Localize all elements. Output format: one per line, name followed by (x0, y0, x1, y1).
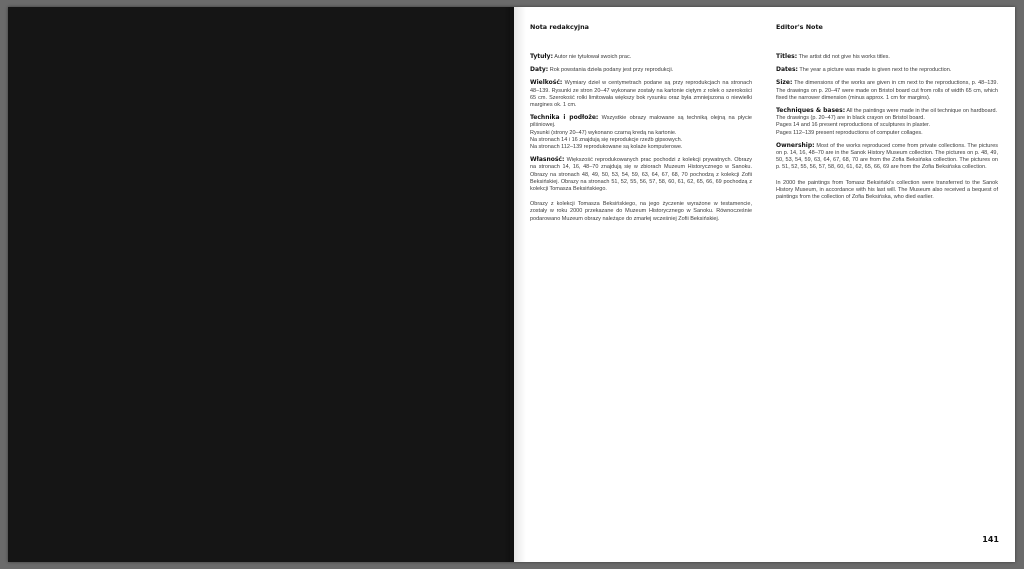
section-text: Autor nie tytułował swoich prac. (554, 54, 632, 60)
section-text: Rok powstania dzieła podany jest przy reprodukcji. (549, 67, 674, 74)
polish-section-size (530, 79, 752, 109)
polish-extra-paragraph: Obrazy z kolekcji Tomasza Beksińskiego, na jego życzenie wyrażone w testamencie, zostały w roku 2000 przekazane do Muzeum Historycznego w Sanoku. Równocześnie podarowano Muzeum obrazy należące do zmarłej wcześniej Zofii Beksińskiej. (530, 201, 752, 222)
left-page-black (8, 7, 514, 562)
section-text: Wszystkie obrazy malowane są techniką olejną na płycie pilśniowej. Rysunki (strony 20–47) wykonano czarną kredą na kartonie. Na stronach 14 i 16 znajdują się reprodukcje rzeźb gipsowych. Na stronach 112–139 reprodukowane są kolaże komputerowe. (530, 115, 752, 151)
section-label: Daty: (530, 66, 549, 74)
section-text: All the paintings were made in the oil technique on hardboard. The drawings (p. 20–47) are in black crayon on Bristol board. Pages 14 and 16 present reproductions of sculptures in plaster. Pages 112–139 present reproductions of computer collages. (776, 108, 998, 136)
section-text: The year a picture was made is given next to the reproduction. (799, 67, 952, 74)
section-label: Technika i podłoże: (530, 114, 599, 122)
section-label: Wielkość: (530, 79, 563, 87)
section-text: Most of the works reproduced come from private collections. The pictures on p. 14, 16, 48–70 are in the Sanok History Museum collection. The pictures on p. 48, 49, 50, 53, 54, 59, 63, 64, 67, 68, 70 are from the Zofia Beksińska collection. The pictures on p. 51, 52, 55, 56, 57, 58, 60, 61, 62, 65, 66, 69 are from the Zofia Beksińska collection. (776, 142, 999, 171)
section-label: Titles: (776, 53, 798, 60)
section-text: Wymiary dzieł w centymetrach podane są przy reprodukcjach na stronach 48–139. Rysunki ze stron 20–47 wykonane zostały na kartonie ciętym z rolek o szerokości 65 cm. Szerokość rolki limitowała większy bok rysunku oraz była zmniejszona o niewielki margines ok. 1 cm. (530, 80, 753, 109)
section-label: Tytuły: (530, 53, 553, 60)
polish-title: Nota redakcyjna (530, 23, 589, 31)
right-page (514, 7, 1015, 562)
polish-column (530, 24, 752, 228)
section-label: Techniques & bases: (776, 107, 846, 115)
section-text: The dimensions of the works are given in cm next to the reproductions, p. 48–139. The drawings on p. 20–47 were made on Bristol board cut from rolls of width 65 cm, which fixed the narrower dimension (minus approx. 1 cm for margins). (776, 80, 998, 101)
english-title: Editor's Note (776, 23, 823, 31)
english-section-titles (776, 53, 998, 61)
section-text: The artist did not give his works titles. (798, 54, 890, 60)
section-label: Size: (776, 79, 793, 87)
english-section-technique (776, 107, 998, 137)
page-number: 141 (982, 535, 999, 544)
english-section-ownership (776, 142, 998, 172)
polish-section-dates (530, 66, 752, 74)
section-text: Większość reprodukowanych prac pochodzi z kolekcji prywatnych. Obrazy na stronach 14, 16, 48–70 znajdują się w zbiorach Muzeum Historycznego w Sanoku. Obrazy na stronach 48, 49, 50, 53, 54, 59, 63, 64, 67, 68, 70 pochodzą z kolekcji Zofii Beksińskiej. Obrazy na stronach 51, 52, 55, 56, 57, 58, 60, 61, 62, 65, 66, 69 pochodzą z kolekcji Tomasza Beksińskiego. (530, 157, 752, 193)
english-column (776, 24, 998, 207)
english-section-dates (776, 66, 998, 74)
section-label: Dates: (776, 66, 798, 74)
book-spread (8, 7, 1015, 562)
english-extra-paragraph: In 2000 the paintings from Tomasz Beksiński's collection were transferred to the Sanok History Museum, in accordance with his last will. The Museum also received a bequest of paintings from the collection of Zofia Beksińska, who died earlier. (776, 179, 998, 201)
polish-section-titles (530, 53, 752, 61)
polish-section-ownership (530, 156, 752, 193)
polish-section-technique (530, 114, 752, 151)
english-section-size (776, 79, 998, 102)
section-label: Własność: (530, 156, 565, 164)
section-label: Ownership: (776, 141, 815, 149)
